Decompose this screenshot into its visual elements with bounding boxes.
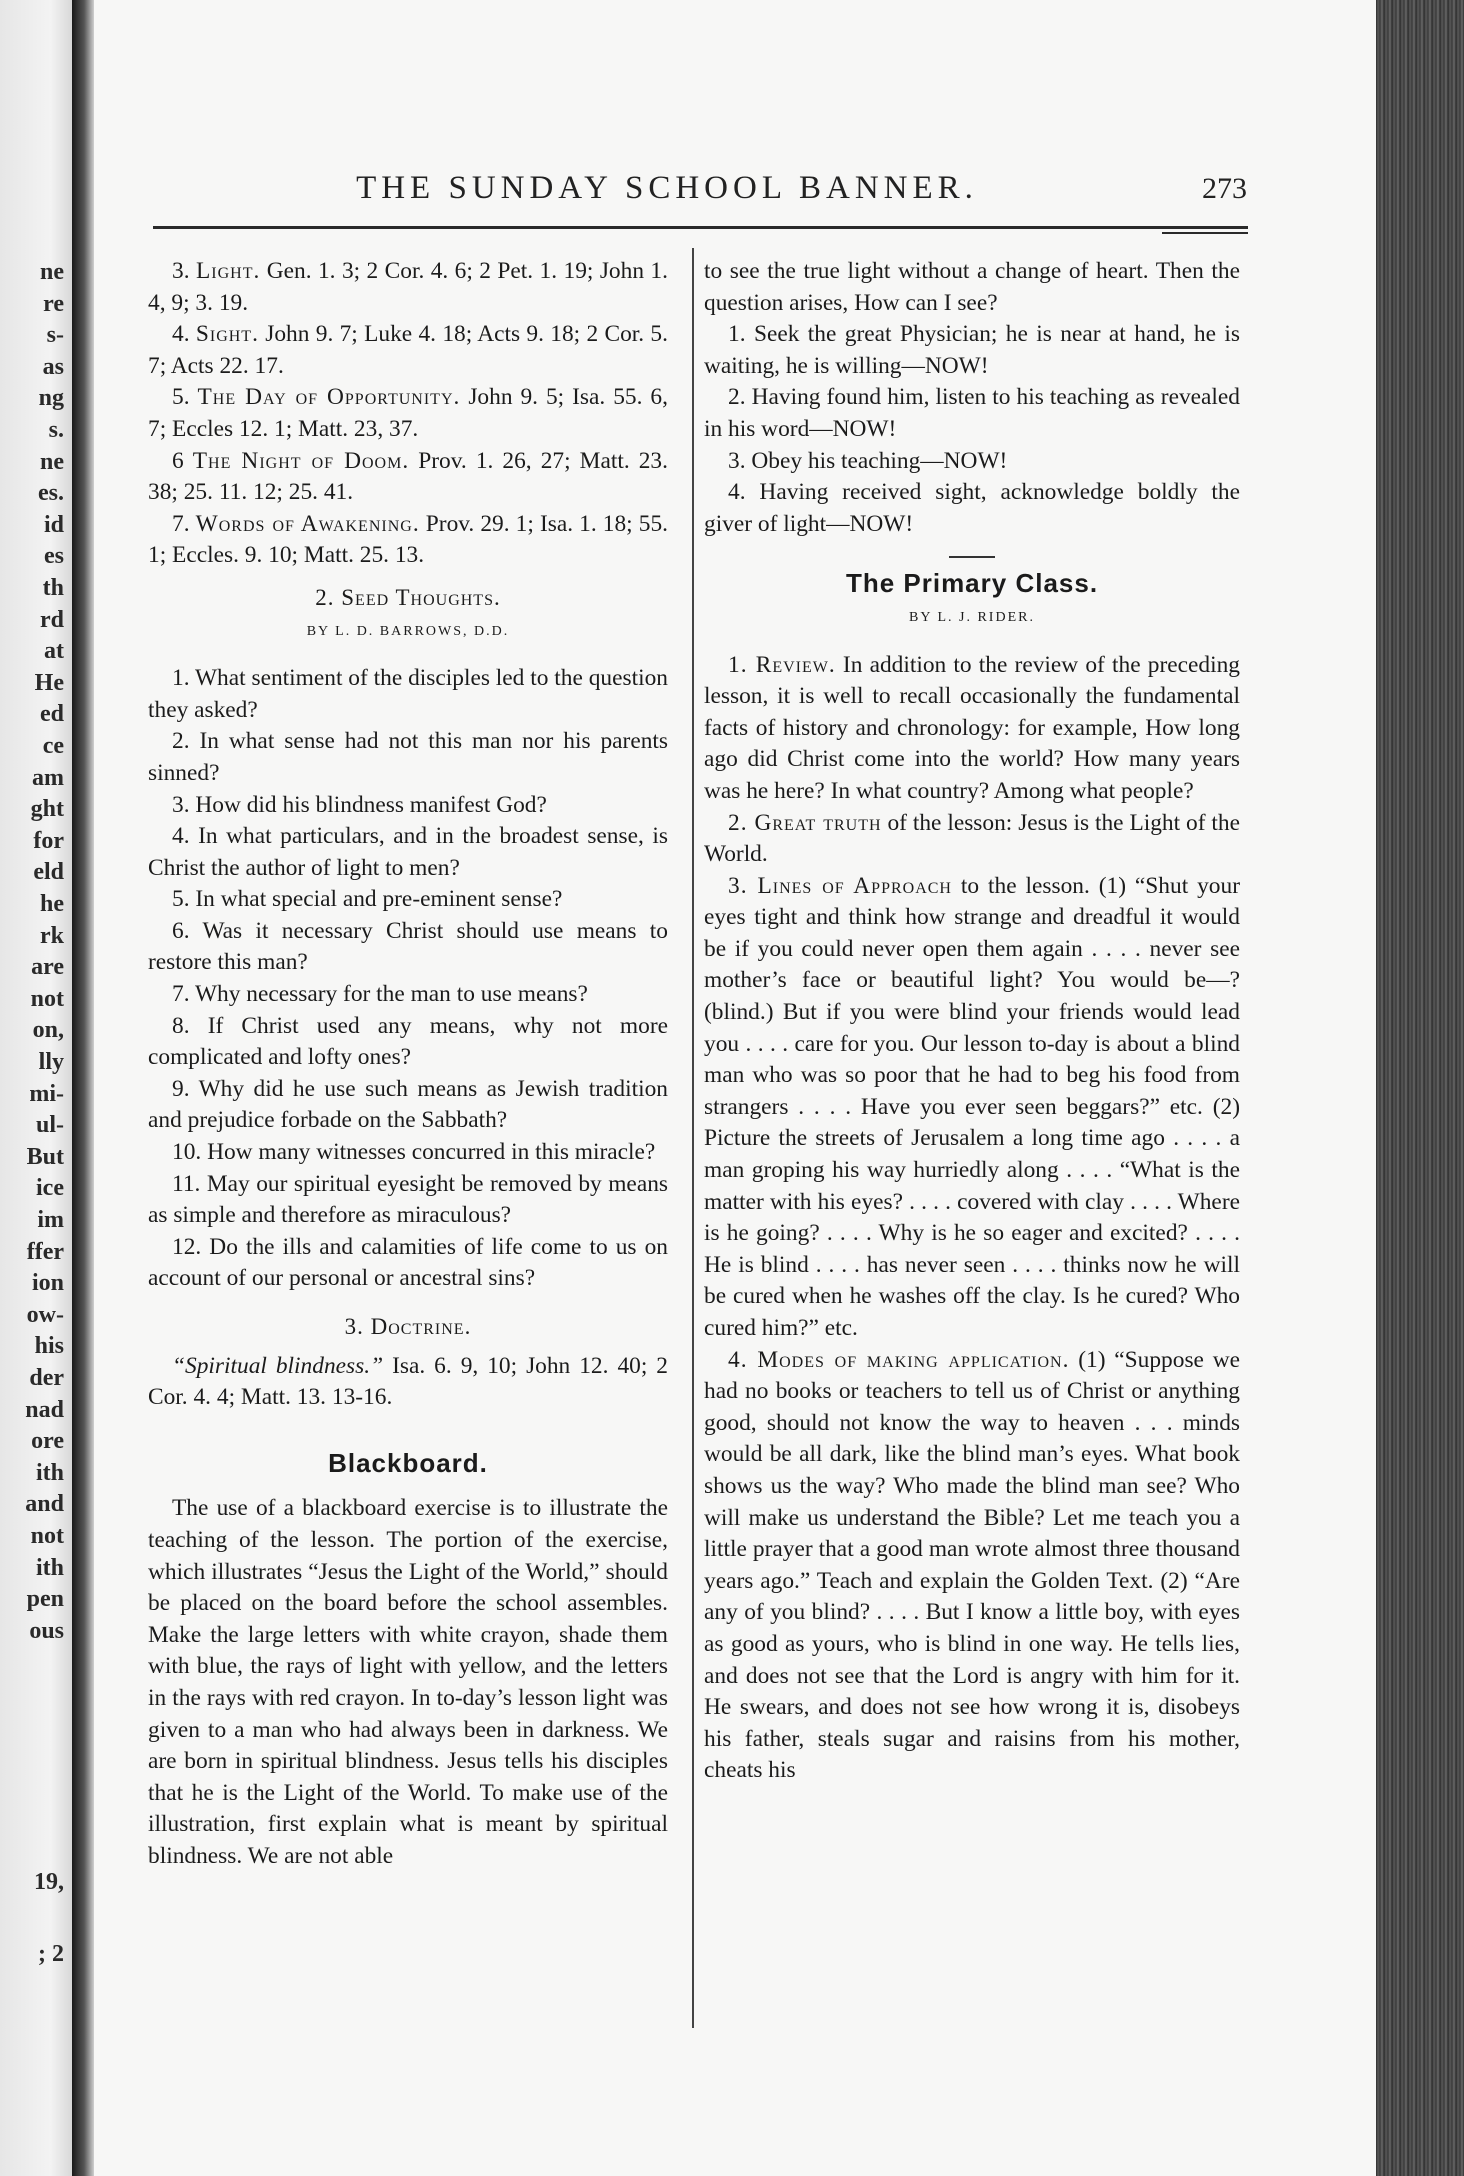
- question-item: 2. In what sense had not this man nor his parents sinned?: [148, 728, 668, 786]
- facing-page-edge: [0, 0, 72, 2176]
- facing-page-fragment: 19,: [34, 1869, 64, 1895]
- primary-class-heading: The Primary Class.: [845, 568, 1099, 599]
- step-item: 4. Having received sight, acknowledge boldly the giver of light—NOW!: [704, 479, 1240, 537]
- question-item: 3. How did his blindness manifest God?: [172, 791, 547, 818]
- facing-page-fragment: ore: [31, 1428, 64, 1455]
- blackboard-text: The use of a blackboard exercise is to illustrate the teaching of the lesson. The portion of the exercise, which illustrates “Jesus the Light of the World,” should be placed on the board before the school assembles. Make the large letters with white crayon, shade them with blue, the rays of light with yellow, and the letters in the rays with red crayon. In to-day’s lesson light was given to a man who had always been in darkness. We are born in spiritual blindness. Jesus tells his disciples that he is the Light of the World. To make use of the illustration, first explain what is meant by spiritual blindness. We are not able: [148, 1495, 668, 1869]
- facing-page-fragment: th: [42, 575, 64, 601]
- facing-page-fragment: ion: [31, 1270, 64, 1297]
- page-number: 273: [1202, 172, 1247, 205]
- facing-page-fragment: ow-: [26, 1301, 64, 1328]
- section-divider: [949, 556, 995, 558]
- facing-page-fragment: and: [25, 1491, 64, 1518]
- facing-page-fragment: es: [44, 543, 64, 570]
- modes-paragraph: 4. Modes of making application. (1) “Suppose we had no books or teachers to tell us of Christ or anything good, should not know the way to heaven . . . minds would be all dark, like the blind man’s eyes. What book shows us the way? Who made the blind man see? Who will make us understand the Bible? Let me teach you a little prayer that a good man wrote almost three thousand years ago.” Teach and explain the Golden Text. (2) “Are any of you blind? . . . . But I know a little boy, with eyes as good as yours, who is blind in one way. He tells lies, and does not see that the Lord is angry with him for it. He swears, and does not see how wrong it is, disobeys his father, steals sugar and raisins from his mother, cheats his: [704, 1346, 1240, 1784]
- facing-page-fragment: But: [26, 1143, 64, 1170]
- facing-page-fragment: re: [43, 290, 64, 317]
- facing-page-fragment: He: [34, 669, 64, 696]
- facing-page-fragment: he: [40, 891, 64, 917]
- facing-page-fragment: ; 2: [38, 1941, 64, 1967]
- question-item: 10. How many witnesses concurred in this miracle?: [172, 1139, 656, 1166]
- intro-text: to see the true light without a change of heart. Then the question arises, How can I see?: [704, 258, 1240, 316]
- page-edges: [1376, 0, 1464, 2176]
- facing-page-fragment: es.: [38, 480, 64, 507]
- facing-page-fragment: on,: [32, 1017, 64, 1044]
- facing-page-fragment: not: [30, 985, 64, 1012]
- primary-class-byline: BY L. J. RIDER.: [909, 609, 1035, 625]
- review-paragraph: 1. Review. In addition to the review of the preceding lesson, it is well to recall occasionally the fundamental facts of history and chronology: for example, How long ago did Christ come into the world? How many years was he here? In what country? Among what people?: [704, 651, 1241, 804]
- truth-paragraph: 2. Great truth of the lesson: Jesus is the Light of the World.: [704, 809, 1240, 868]
- question-item: 1. What sentiment of the disciples led to the question they asked?: [148, 665, 668, 723]
- facing-page-fragment: ith: [35, 1554, 64, 1581]
- facing-page-fragment: ght: [30, 796, 64, 823]
- facing-page-fragment: s.: [48, 417, 64, 443]
- step-item: 1. Seek the great Physician; he is near at hand, he is waiting, he is willing—NOW!: [704, 321, 1240, 379]
- facing-page-fragment: s-: [46, 322, 64, 349]
- facing-page-fragment: his: [34, 1333, 64, 1360]
- question-item: 9. Why did he use such means as Jewish tradition and prejudice forbade on the Sabbath?: [148, 1075, 668, 1134]
- facing-page-fragment: nad: [25, 1396, 64, 1423]
- facing-page-fragment: ith: [35, 1459, 64, 1486]
- ref-item: 5. The Day of Opportunity. John 9. 5; Isa. 55. 6, 7; Eccles 12. 1; Matt. 23, 37.: [148, 384, 668, 442]
- question-item: 12. Do the ills and calamities of life come to us on account of our personal or ancestral sins?: [148, 1233, 668, 1292]
- ref-item: 3. Light. Gen. 1. 3; 2 Cor. 4. 6; 2 Pet. 1. 19; John 1. 4, 9; 3. 19.: [148, 258, 668, 316]
- facing-page-fragment: mi-: [29, 1080, 64, 1107]
- book-gutter: [72, 0, 94, 2176]
- question-list: [148, 663, 668, 1295]
- right-column: [704, 256, 1240, 1787]
- blackboard-heading: Blackboard.: [328, 1447, 488, 1478]
- facing-page-fragment: ous: [29, 1617, 64, 1644]
- question-item: 5. In what special and pre-eminent sense?: [172, 886, 563, 913]
- facing-page-fragment: for: [33, 827, 64, 854]
- approach-paragraph: 3. Lines of Approach to the lesson. (1) “Shut your eyes tight and think how strange and dreadful it would be if you could never open them again . . . . never see mother’s face or beautiful light? You would be—? (blind.) But if you were blind your friends would lead you . . . . care for you. Our lesson to-day is about a blind man who was so poor that he had to beg his food from strangers . . . . Have you ever seen beggars?” etc. (2) Picture the streets of Jerusalem a long time ago . . . . a man groping his way hurriedly along . . . . “What is the matter with his eyes? . . . . covered with clay . . . . Where is he going? . . . . Why is he so eager and excited? . . . . He is blind . . . . has never seen . . . . thinks now he will be cured when he washes off the clay. Is he cured? Who cured him?” etc.: [704, 872, 1240, 1341]
- facing-page-fragment: der: [29, 1365, 64, 1391]
- facing-page-fragment: ffer: [26, 1238, 64, 1265]
- question-item: 4. In what particulars, and in the broadest sense, is Christ the author of light to men?: [148, 823, 668, 881]
- facing-page-fragment: ul-: [35, 1112, 64, 1139]
- question-item: 11. May our spiritual eyesight be removed by means as simple and therefore as miraculous?: [148, 1170, 668, 1229]
- facing-page-fragment: rk: [40, 922, 64, 949]
- facing-page-fragment: ne: [40, 448, 64, 475]
- facing-page-fragment: at: [44, 638, 64, 665]
- question-item: 6. Was it necessary Christ should use means to restore this man?: [148, 917, 668, 976]
- facing-page-fragment: id: [43, 511, 64, 538]
- column-divider: [692, 248, 694, 2028]
- seed-thoughts-heading: 2. Seed Thoughts.: [315, 584, 501, 610]
- facing-page-fragment: im: [37, 1207, 64, 1233]
- header-rule-short: [1162, 232, 1248, 234]
- question-item: 8. If Christ used any means, why not more complicated and lofty ones?: [148, 1012, 668, 1071]
- facing-page-fragment: eld: [33, 859, 64, 886]
- ref-item: 6 The Night of Doom. Prov. 1. 26, 27; Matt. 23. 38; 25. 11. 12; 25. 41.: [148, 447, 668, 506]
- ref-item: 4. Sight. John 9. 7; Luke 4. 18; Acts 9. 18; 2 Cor. 5. 7; Acts 22. 17.: [148, 321, 668, 379]
- question-item: 7. Why necessary for the man to use means?: [172, 981, 588, 1008]
- facing-page-fragment: rd: [40, 606, 64, 633]
- facing-page-fragment: lly: [38, 1049, 64, 1075]
- seed-thoughts-byline: BY L. D. BARROWS, D.D.: [306, 623, 510, 639]
- facing-page-fragment: as: [42, 353, 64, 380]
- doctrine-text: “Spiritual blindness.” Isa. 6. 9, 10; John 12. 40; 2 Cor. 4. 4; Matt. 13. 13-16.: [148, 1352, 668, 1411]
- facing-page-fragment: ice: [36, 1175, 64, 1202]
- facing-page-fragment: are: [31, 954, 64, 981]
- facing-page-fragment: ne: [40, 259, 64, 285]
- header-rule: [153, 226, 1248, 229]
- step-item: 2. Having found him, listen to his teaching as revealed in his word—NOW!: [704, 384, 1240, 442]
- step-item: 3. Obey his teaching—NOW!: [728, 447, 1008, 474]
- facing-page-fragment: ed: [40, 701, 64, 728]
- doctrine-heading: 3. Doctrine.: [344, 1314, 472, 1339]
- facing-page-fragment: pen: [26, 1586, 64, 1613]
- facing-page-fragment: am: [32, 764, 64, 791]
- facing-page-fragment: ce: [42, 733, 64, 759]
- facing-page-fragment: ng: [38, 385, 64, 412]
- ref-item: 7. Words of Awakening. Prov. 29. 1; Isa. 1. 18; 55. 1; Eccles. 9. 10; Matt. 25. 13.: [148, 510, 668, 569]
- running-head: THE SUNDAY SCHOOL BANNER.: [356, 170, 978, 206]
- facing-page-fragment: not: [30, 1523, 64, 1549]
- left-column: [148, 256, 668, 1873]
